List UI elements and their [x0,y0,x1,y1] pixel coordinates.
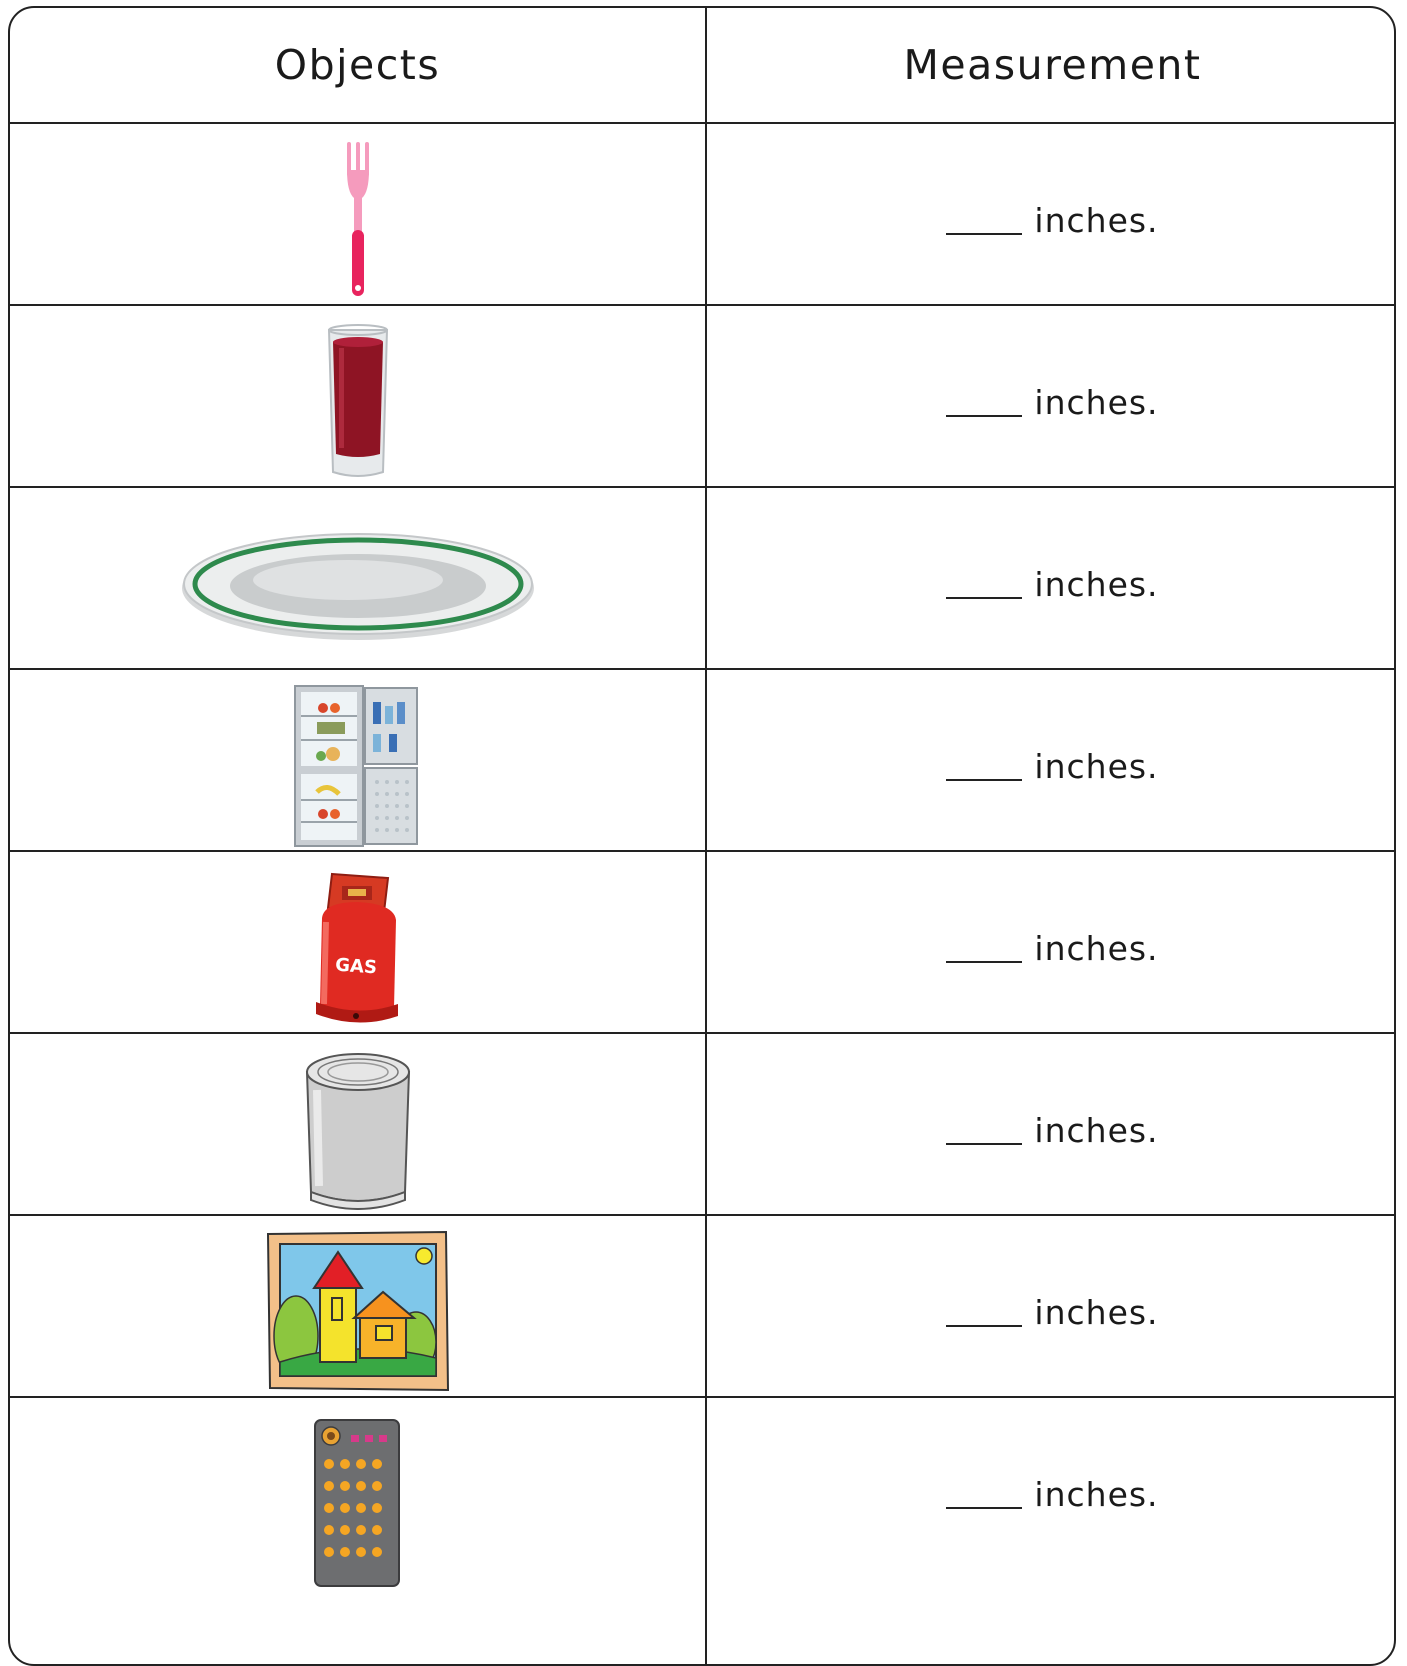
unit-label: inches. [1034,200,1159,240]
tin-can-icon [303,1050,413,1210]
measurement-cell [707,306,1396,498]
object-cell [10,1216,705,1408]
picture-frame-icon [266,1230,450,1394]
gas-label: GAS [334,954,378,979]
unit-label: inches. [1034,1292,1159,1332]
unit-label: inches. [1034,746,1159,786]
object-cell [10,670,705,862]
fork-icon [338,140,378,300]
unit-label: inches. [1034,1110,1159,1150]
header-measurement: Measurement [903,41,1202,89]
table-row [10,670,1394,862]
table-row [10,852,1394,1044]
unit-label: inches. [1034,382,1159,422]
measurement-cell [707,1216,1396,1408]
table-row [10,1034,1394,1226]
measurement-cell [707,670,1396,862]
object-cell [10,1034,705,1226]
header-objects: Objects [274,41,441,89]
object-cell [10,852,705,1044]
table-row [10,1216,1394,1408]
object-cell [10,488,705,680]
answer-blank[interactable] [946,1297,1022,1327]
answer-blank[interactable] [946,1115,1022,1145]
gas-cylinder-icon [310,868,406,1028]
measurement-cell [707,1034,1396,1226]
object-cell [10,1398,705,1590]
table-row [10,488,1394,680]
measurement-cell [707,1398,1396,1590]
answer-blank[interactable] [946,1479,1022,1509]
answer-blank[interactable] [946,205,1022,235]
remote-control-icon [313,1418,403,1588]
answer-blank[interactable] [946,387,1022,417]
table-row [10,124,1394,316]
juice-glass-icon [323,322,393,482]
table-row [10,306,1394,498]
answer-blank[interactable] [946,751,1022,781]
unit-label: inches. [1034,928,1159,968]
refrigerator-icon [293,682,423,850]
object-cell [10,306,705,498]
answer-blank[interactable] [946,569,1022,599]
unit-label: inches. [1034,1474,1159,1514]
measurement-cell [707,852,1396,1044]
answer-blank[interactable] [946,933,1022,963]
measurement-worksheet-table [8,6,1396,1666]
unit-label: inches. [1034,564,1159,604]
plate-icon [178,524,538,644]
measurement-cell [707,124,1396,316]
measurement-cell [707,488,1396,680]
table-row [10,1398,1394,1590]
object-cell [10,124,705,316]
